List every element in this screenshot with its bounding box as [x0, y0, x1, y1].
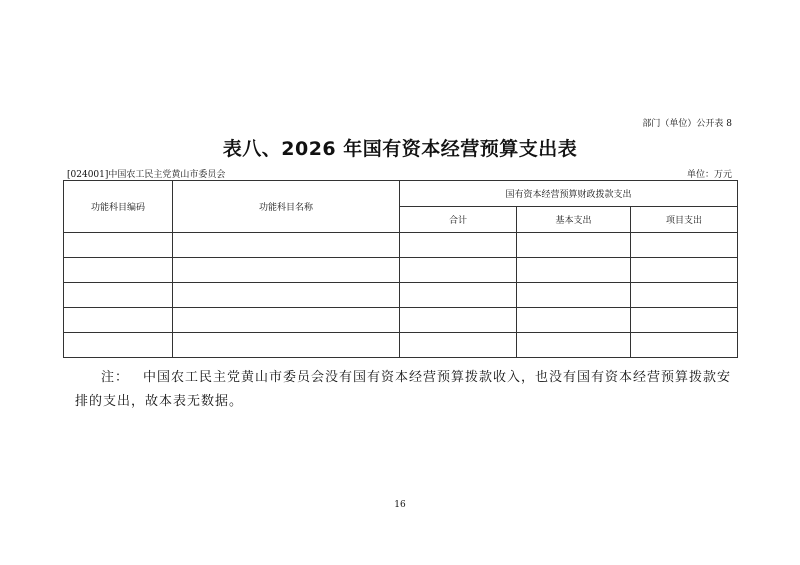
table-row [64, 233, 738, 258]
column-header-basic: 基本支出 [517, 207, 631, 233]
column-header-name: 功能科目名称 [173, 181, 400, 233]
table-cell [631, 283, 738, 308]
table-cell [173, 258, 400, 283]
table-cell [64, 333, 173, 358]
table-row [64, 333, 738, 358]
table-cell [173, 233, 400, 258]
table-cell [64, 258, 173, 283]
note-text: 中国农工民主党黄山市委员会没有国有资本经营预算拨款收入，也没有国有资本经营预算拨款安排的支出，故本表无数据。 [75, 370, 732, 409]
table-cell [173, 308, 400, 333]
table-cell [631, 258, 738, 283]
table-cell [631, 333, 738, 358]
table-cell [517, 233, 631, 258]
table-cell [64, 283, 173, 308]
note-paragraph [75, 366, 740, 414]
table-cell [400, 258, 517, 283]
unit-label: 单位：万元 [686, 170, 732, 180]
page-number: 16 [394, 500, 406, 510]
note-prefix: 注： [101, 370, 130, 385]
unit-name: [024001]中国农工民主党黄山市委员会 [67, 170, 226, 180]
table-cell [517, 283, 631, 308]
column-header-total: 合计 [400, 207, 517, 233]
table-cell [631, 308, 738, 333]
page-label: 部门（单位）公开表 8 [642, 119, 732, 129]
budget-table [63, 180, 738, 358]
table-cell [400, 333, 517, 358]
page-title: 表八、2026 年国有资本经营预算支出表 [222, 138, 578, 160]
table-row [64, 283, 738, 308]
column-header-code: 功能科目编码 [64, 181, 173, 233]
table-cell [64, 308, 173, 333]
table-cell [517, 333, 631, 358]
column-group-header: 国有资本经营预算财政拨款支出 [400, 181, 738, 207]
table-cell [400, 283, 517, 308]
table-cell [400, 308, 517, 333]
table-cell [173, 333, 400, 358]
table-cell [517, 258, 631, 283]
table-cell [400, 233, 517, 258]
table-row [64, 308, 738, 333]
table-cell [173, 283, 400, 308]
table-cell [631, 233, 738, 258]
column-header-project: 项目支出 [631, 207, 738, 233]
table-cell [64, 233, 173, 258]
table-cell [517, 308, 631, 333]
table-row [64, 258, 738, 283]
